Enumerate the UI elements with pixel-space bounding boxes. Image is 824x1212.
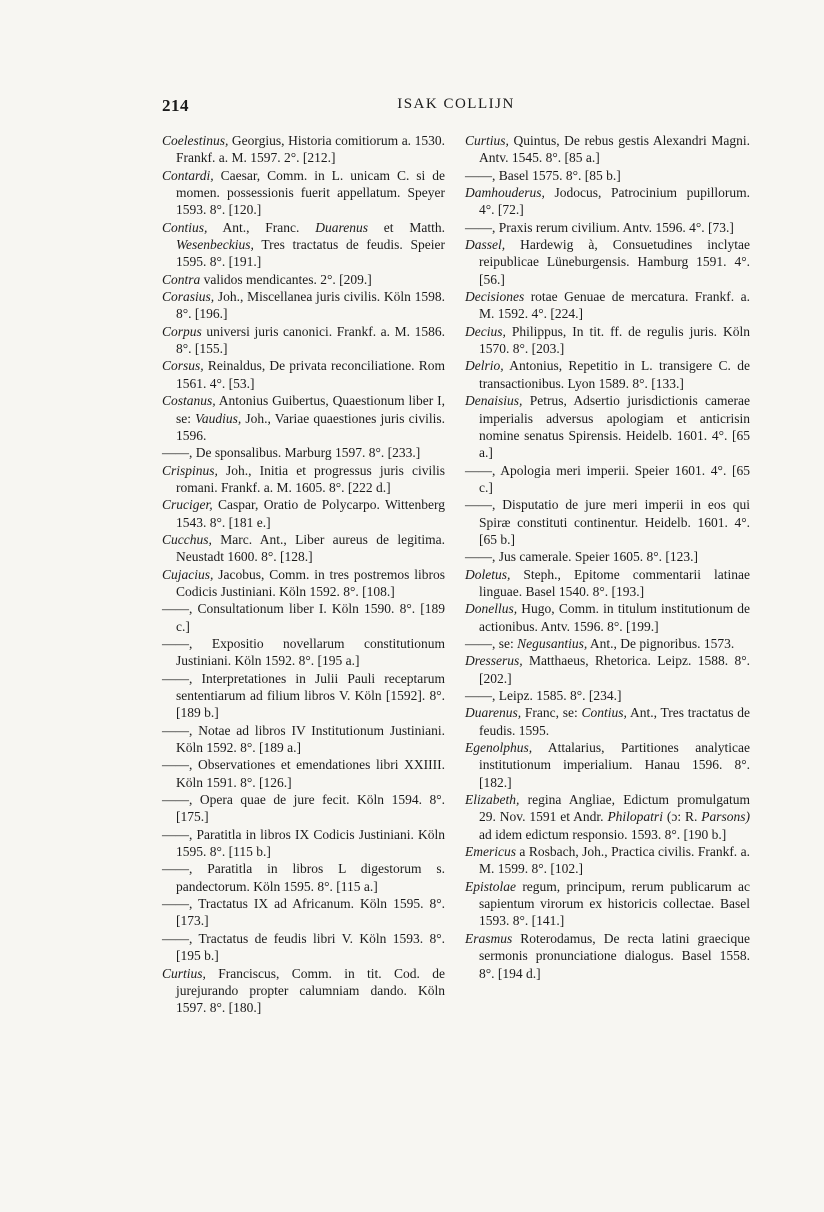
entry-author: Cruciger, xyxy=(162,497,213,513)
catalog-entry xyxy=(465,236,750,288)
entry-text: ——, Opera quae de jure fecit. Köln 1594. 8°. [175.] xyxy=(162,792,445,825)
catalog-entry xyxy=(162,392,445,444)
entry-italic-name: Vaudius, xyxy=(195,410,242,426)
entry-author: Coelestinus, xyxy=(162,133,229,148)
catalog-entry xyxy=(465,323,750,358)
catalog-entry xyxy=(162,132,445,167)
catalog-entry xyxy=(162,600,445,635)
entry-text: Antonius, Repetitio in L. transigere C. de transactionibus. Lyon 1589. 8°. [133.] xyxy=(479,358,750,391)
entry-text: ——, Notae ad libros IV Institutionum Justiniani. Köln 1592. 8°. [189 a.] xyxy=(162,722,445,756)
entry-text: ——, Expositio novellarum constitutionum Justiniani. Köln 1592. 8°. [195 a.] xyxy=(162,635,445,669)
entry-text: Hardewig à, Consuetudines inclytae reipublicae Lüneburgensis. Hamburg 1591. 4°. [56.] xyxy=(479,237,750,287)
catalog-entry xyxy=(162,670,445,722)
catalog-entry xyxy=(162,791,445,826)
entry-text: ——, Disputatio de jure meri imperii in eos qui Spiræ constituti continentur. Heidelb. 1601. 4°. [65 b.] xyxy=(465,497,750,547)
entry-author: Decisiones xyxy=(465,289,525,305)
entry-text: Hugo, Comm. in titulum institutionum de actionibus. Antv. 1596. 8°. [199.] xyxy=(479,601,750,634)
entry-text: Franciscus, Comm. in tit. Cod. de jurejurando propter calumniam dando. Köln 1597. 8°. [180.] xyxy=(176,965,445,1016)
entry-author: Doletus, xyxy=(465,566,511,582)
entry-italic-name: Contius, xyxy=(581,705,627,721)
catalog-entry xyxy=(465,496,750,548)
entry-author: Corpus xyxy=(162,323,202,339)
entry-italic-name: Parsons) xyxy=(701,809,750,825)
entry-text: ——, Leipz. 1585. 8°. [234.] xyxy=(465,688,622,703)
catalog-entry xyxy=(162,271,445,288)
catalog-entry xyxy=(162,566,445,601)
entry-author: Corasius, xyxy=(162,289,215,305)
page-header xyxy=(162,96,750,118)
entry-text: a Rosbach, Joh., Practica civilis. Frankf. a. M. 1599. 8°. [102.] xyxy=(479,844,750,877)
entry-author: Elizabeth, xyxy=(465,792,520,808)
entry-text: ——, Observationes et emendationes libri XXIIII. Köln 1591. 8°. [126.] xyxy=(162,757,445,790)
entry-text: Philippus, In tit. ff. de regulis juris. Köln 1570. 8°. [203.] xyxy=(479,323,750,357)
entry-text: ——, De sponsalibus. Marburg 1597. 8°. [233.] xyxy=(162,445,421,461)
entry-text: Caesar, Comm. in L. unicam C. si de momen. possessionis fuerit appellatum. Speyer 1593. 8°. [120.] xyxy=(176,167,445,218)
entry-text: ——, Basel 1575. 8°. [85 b.] xyxy=(465,167,621,183)
catalog-entry xyxy=(162,895,445,930)
entry-text: Caspar, Oratio de Polycarpo. Wittenberg 1543. 8°. [181 e.] xyxy=(176,497,445,530)
entry-author: Costanus, xyxy=(162,393,216,409)
catalog-entry xyxy=(162,756,445,791)
catalog-entry xyxy=(465,462,750,497)
entry-text: regina Angliae, Edictum promulgatum 29. Nov. 1591 et Andr. xyxy=(479,792,750,825)
entry-text: Ant., Franc. xyxy=(207,219,316,235)
entry-text: Steph., Epitome commentarii latinae linguae. Basel 1540. 8°. [193.] xyxy=(479,566,750,599)
entry-text: rotae Genuae de mercatura. Frankf. a. M. 1592. 4°. [224.] xyxy=(479,289,750,322)
entry-text: Joh., Initia et progressus juris civilis romani. Frankf. a. M. 1605. 8°. [222 d.] xyxy=(176,462,445,495)
entry-author: Delrio, xyxy=(465,358,504,374)
entry-text: Joh., Miscellanea juris civilis. Köln 1598. 8°. [196.] xyxy=(176,289,445,322)
entry-text: Matthaeus, Rhetorica. Leipz. 1588. 8°. [202.] xyxy=(479,653,750,686)
catalog-entry xyxy=(465,930,750,982)
entry-author: Contra xyxy=(162,271,201,287)
entry-text: Jodocus, Patrocinium pupillorum. 4°. [72.] xyxy=(479,185,750,218)
entry-author: Emericus xyxy=(465,844,516,860)
entry-author: Damhouderus, xyxy=(465,185,545,201)
entry-text: ——, Paratitla in libros IX Codicis Justiniani. Köln 1595. 8°. [115 b.] xyxy=(162,826,445,860)
entry-text: ——, Apologia meri imperii. Speier 1601. 4°. [65 c.] xyxy=(465,462,750,495)
catalog-entry xyxy=(465,548,750,565)
entry-text: Franc, se: xyxy=(521,705,582,721)
entry-author: Cucchus, xyxy=(162,531,212,547)
entry-text: ——, Paratitla in libros L digestorum s. pandectorum. Köln 1595. 8°. [115 a.] xyxy=(162,861,445,894)
right-column xyxy=(465,132,750,982)
entry-text: Antonius Guibertus, Quaestionum liber I, se: xyxy=(176,393,445,426)
entry-author: Denaisius, xyxy=(465,393,523,409)
entry-text: Georgius, Historia comitiorum a. 1530. Frankf. a. M. 1597. 2°. [212.] xyxy=(176,133,445,166)
catalog-entry xyxy=(162,219,445,271)
entry-author: Curtius, xyxy=(162,965,206,981)
entry-author: Erasmus xyxy=(465,930,513,946)
catalog-entry xyxy=(465,635,750,652)
entry-italic-name: Duarenus xyxy=(315,219,368,235)
entry-author: Donellus, xyxy=(465,601,518,617)
catalog-entry xyxy=(465,219,750,236)
catalog-entry xyxy=(162,722,445,757)
catalog-entry xyxy=(162,965,445,1017)
catalog-entry xyxy=(465,288,750,323)
entry-text: universi juris canonici. Frankf. a. M. 1586. 8°. [155.] xyxy=(176,323,445,357)
entry-author: Epistolae xyxy=(465,878,516,894)
entry-text: validos mendicantes. 2°. [209.] xyxy=(200,271,372,287)
catalog-entry xyxy=(465,132,750,167)
catalog-entry xyxy=(162,357,445,392)
entry-author: Decius, xyxy=(465,323,506,339)
entry-text: et Matth. xyxy=(367,219,445,235)
catalog-entry xyxy=(465,878,750,930)
catalog-entry xyxy=(465,843,750,878)
catalog-entry xyxy=(465,652,750,687)
entry-italic-name: Negusantius, xyxy=(517,635,588,651)
entry-author: Egenolphus, xyxy=(465,740,533,756)
catalog-entry xyxy=(162,444,445,461)
entry-text: ——, Jus camerale. Speier 1605. 8°. [123.] xyxy=(465,549,698,565)
entry-author: Dresserus, xyxy=(465,653,523,669)
entry-text: Attalarius, Partitiones analyticae institutionum imperialium. Hanau 1596. 8°. [182.] xyxy=(479,740,750,790)
entry-text: Jacobus, Comm. in tres postremos libros Codicis Justiniani. Köln 1592. 8°. [108.] xyxy=(176,566,445,599)
catalog-entry xyxy=(465,184,750,219)
catalog-entry xyxy=(162,930,445,965)
entry-text: Reinaldus, De privata reconciliatione. Rom 1561. 4°. [53.] xyxy=(176,358,445,391)
entry-italic-name: Wesenbeckius, xyxy=(176,237,254,253)
catalog-entry xyxy=(465,167,750,184)
catalog-entry xyxy=(465,687,750,704)
catalog-entry xyxy=(162,288,445,323)
catalog-entry xyxy=(465,392,750,461)
catalog-entry xyxy=(465,739,750,791)
entry-text: ——, Interpretationes in Julii Pauli receptarum sententiarum ad filium libros V. Köln [1592]. 8°. [189 b.] xyxy=(162,670,445,721)
catalog-entry xyxy=(162,496,445,531)
left-column xyxy=(162,132,445,1017)
catalog-entry xyxy=(465,704,750,739)
entry-author: Crispinus, xyxy=(162,462,218,478)
entry-text: Marc. Ant., Liber aureus de legitima. Neustadt 1600. 8°. [128.] xyxy=(176,531,445,565)
catalog-entry xyxy=(162,860,445,895)
entry-author: Dassel, xyxy=(465,237,506,253)
entry-text: ——, se: xyxy=(465,635,518,651)
entry-text: regum, principum, rerum publicarum ac sapientum virorum ex historicis collectae. Basel 1593. 8°. [141.] xyxy=(479,878,750,929)
entry-text: ——, Tractatus de feudis libri V. Köln 1593. 8°. [195 b.] xyxy=(162,930,445,964)
entry-text: ——, Praxis rerum civilium. Antv. 1596. 4°. [73.] xyxy=(465,219,734,235)
entry-text: Tres tractatus de feudis. Speier 1595. 8°. [191.] xyxy=(176,237,445,270)
entry-author: Contardi, xyxy=(162,167,214,183)
catalog-entry xyxy=(465,600,750,635)
catalog-entry xyxy=(162,531,445,566)
catalog-entry xyxy=(162,635,445,670)
entry-text: (ɔ: R. xyxy=(662,809,702,825)
catalog-entry xyxy=(162,462,445,497)
entry-text: Ant., De pignoribus. 1573. xyxy=(587,635,735,651)
entry-text: Ant., Tres tractatus de feudis. 1595. xyxy=(479,705,751,738)
entry-text: ——, Tractatus IX ad Africanum. Köln 1595. 8°. [173.] xyxy=(162,896,445,929)
entry-author: Cujacius, xyxy=(162,566,214,582)
entry-text: ——, Consultationum liber I. Köln 1590. 8°. [189 c.] xyxy=(162,601,445,634)
entry-italic-name: Philopatri xyxy=(607,809,663,825)
catalog-entry xyxy=(162,167,445,219)
entry-text: Quintus, De rebus gestis Alexandri Magni. Antv. 1545. 8°. [85 a.] xyxy=(479,133,750,166)
catalog-entry xyxy=(162,826,445,861)
entry-text: Joh., Variae quaestiones juris civilis. 1596. xyxy=(176,410,445,443)
catalog-entry xyxy=(465,357,750,392)
entry-author: Corsus, xyxy=(162,358,204,374)
entry-text: Roterodamus, De recta latini graecique sermonis pronunciatione dialogus. Basel 1558. 8°. [194 d.] xyxy=(479,930,750,981)
entry-text: ad idem edictum responsio. 1593. 8°. [190 b.] xyxy=(479,826,727,842)
entry-author: Contius, xyxy=(162,219,208,235)
entry-text: Petrus, Adsertio jurisdictionis camerae imperialis adversus apologiam et anticrisin nomine senatus Spirensis. Heidelb. 1601. 4°. [65 a.] xyxy=(479,393,750,461)
page-number: 214 xyxy=(162,96,189,115)
catalog-entry xyxy=(162,323,445,358)
entry-author: Duarenus, xyxy=(465,705,522,721)
entry-author: Curtius, xyxy=(465,133,509,148)
running-head: ISAK COLLIJN xyxy=(397,96,515,112)
catalog-entry xyxy=(465,791,750,843)
catalog-entry xyxy=(465,566,750,601)
